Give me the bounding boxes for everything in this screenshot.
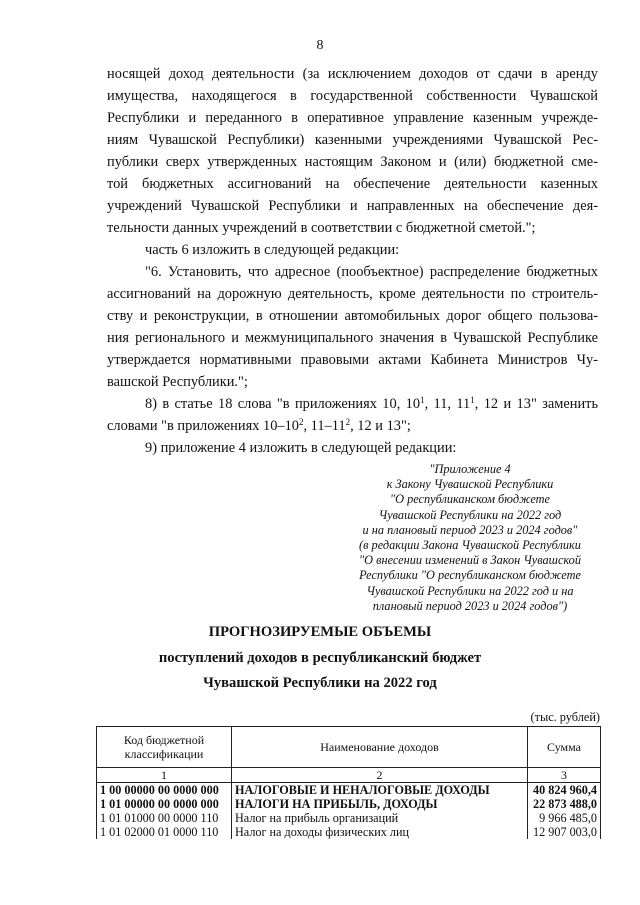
appendix-line: Чувашской Республики на 2022 год [378, 507, 562, 522]
paragraph-line: публики сверх утвержденных настоящим Законом и (или) бюджетной сме- [107, 154, 598, 170]
document-title: ПРОГНОЗИРУЕМЫЕ ОБЪЕМЫ [208, 624, 432, 640]
table-row [97, 811, 601, 825]
superscript: 2 [298, 417, 304, 427]
paragraph: 9) приложение 4 изложить в следующей редакции: [145, 440, 457, 456]
revenue-name: Налог на доходы физических лиц [232, 825, 528, 839]
budget-code: 1 00 00000 00 0000 000 [97, 783, 232, 798]
revenue-name: НАЛОГИ НА ПРИБЫЛЬ, ДОХОДЫ [232, 797, 528, 811]
paragraph-line: утверждается нормативными правовыми актами Кабинета Министров Чу- [107, 352, 598, 368]
document-body [107, 63, 598, 459]
appendix-line: "О республиканском бюджете [389, 492, 551, 507]
paragraph-line [107, 393, 598, 415]
revenue-amount: 9 966 485,0 [528, 811, 601, 825]
column-number: 3 [528, 768, 601, 783]
appendix-line: (в редакции Закона Чувашской Республики [359, 538, 581, 553]
revenue-amount: 12 907 003,0 [528, 825, 601, 839]
appendix-line: плановый период 2023 и 2024 годов") [372, 598, 568, 613]
paragraph: часть 6 изложить в следующей редакции: [145, 242, 400, 258]
text-run: , 12 и 13" заменить [474, 396, 599, 412]
appendix-line: Республики "О республиканском бюджете [359, 568, 581, 583]
paragraph-line: ству и реконструкции, в отношении автомобильных дорог общего пользова- [107, 308, 598, 324]
paragraph-line: "6. Установить, что адресное (пообъектное) распределение бюджетных [145, 264, 598, 280]
superscript: 2 [345, 417, 351, 427]
text-run: 8) в статье 18 слова "в приложениях 10, 10 [145, 396, 421, 412]
paragraph-line: учреждений Чувашской Республики и направленных на обеспечение дея- [107, 198, 598, 214]
text-run: словами "в приложениях 10–10 [107, 418, 299, 434]
table-row [97, 783, 601, 798]
paragraph-line [107, 415, 598, 437]
paragraph-line: вашской Республики."; [107, 374, 248, 390]
revenue-amount: 22 873 488,0 [528, 797, 601, 811]
revenue-amount: 40 824 960,4 [528, 783, 601, 798]
text-run: , 11–11 [303, 418, 346, 434]
appendix-line: к Закону Чувашской Республики [386, 477, 554, 492]
appendix-line: "О внесении изменений в Закон Чувашской [359, 553, 581, 568]
superscript: 1 [470, 395, 475, 405]
text-run: , 12 и 13"; [350, 418, 411, 434]
paragraph-line: тельности данных учреждений в соответствии с бюджетной сметой."; [107, 220, 536, 236]
column-header: Наименование доходов [232, 727, 528, 768]
budget-code: 1 01 01000 00 0000 110 [97, 811, 232, 825]
revenue-name: Налог на прибыль организаций [232, 811, 528, 825]
paragraph-line: ниям Чувашской Республики) казенными учреждениями Чувашской Рес- [107, 132, 598, 148]
budget-code: 1 01 02000 01 0000 110 [97, 825, 232, 839]
paragraph-line: ния регионального и межмуниципального значения в Чувашской Республике [107, 330, 598, 346]
revenue-name: НАЛОГОВЫЕ И НЕНАЛОГОВЫЕ ДОХОДЫ [232, 783, 528, 798]
appendix-line: "Приложение 4 [429, 462, 511, 476]
paragraph-line: ассигнований на дорожную деятельность, кроме деятельности по строитель- [107, 286, 598, 302]
column-number: 2 [232, 768, 528, 783]
column-number-row [97, 768, 601, 783]
page-number: 8 [316, 38, 324, 53]
table-row [97, 825, 601, 839]
paragraph-line: носящей доход деятельности (за исключением доходов от сдачи в аренду [107, 66, 598, 82]
text-run: , 11, 11 [424, 396, 471, 412]
appendix-note [330, 462, 610, 614]
document-subtitle: Чувашской Республики на 2022 год [203, 675, 437, 691]
column-number: 1 [97, 768, 232, 783]
paragraph-line: имущества, находящегося в государственной собственности Чувашской [107, 88, 598, 104]
table-header-row [97, 727, 601, 768]
budget-code: 1 01 00000 00 0000 000 [97, 797, 232, 811]
appendix-line: Чувашской Республики на 2022 год и на [366, 583, 574, 598]
document-subtitle: поступлений доходов в республиканский бюджет [158, 650, 482, 666]
appendix-line: и на плановый период 2023 и 2024 годов" [362, 522, 578, 537]
paragraph-line: Республики и переданного в оперативное управление казенным учрежде- [107, 110, 598, 126]
revenue-table [96, 726, 601, 839]
units-label: (тыс. рублей) [530, 710, 600, 724]
superscript: 1 [420, 395, 425, 405]
table-row [97, 797, 601, 811]
column-header: Сумма [528, 727, 601, 768]
paragraph-line: той бюджетных ассигнований на обеспечение деятельности казенных [107, 176, 598, 192]
column-header: Код бюджетной классификации [97, 727, 232, 768]
